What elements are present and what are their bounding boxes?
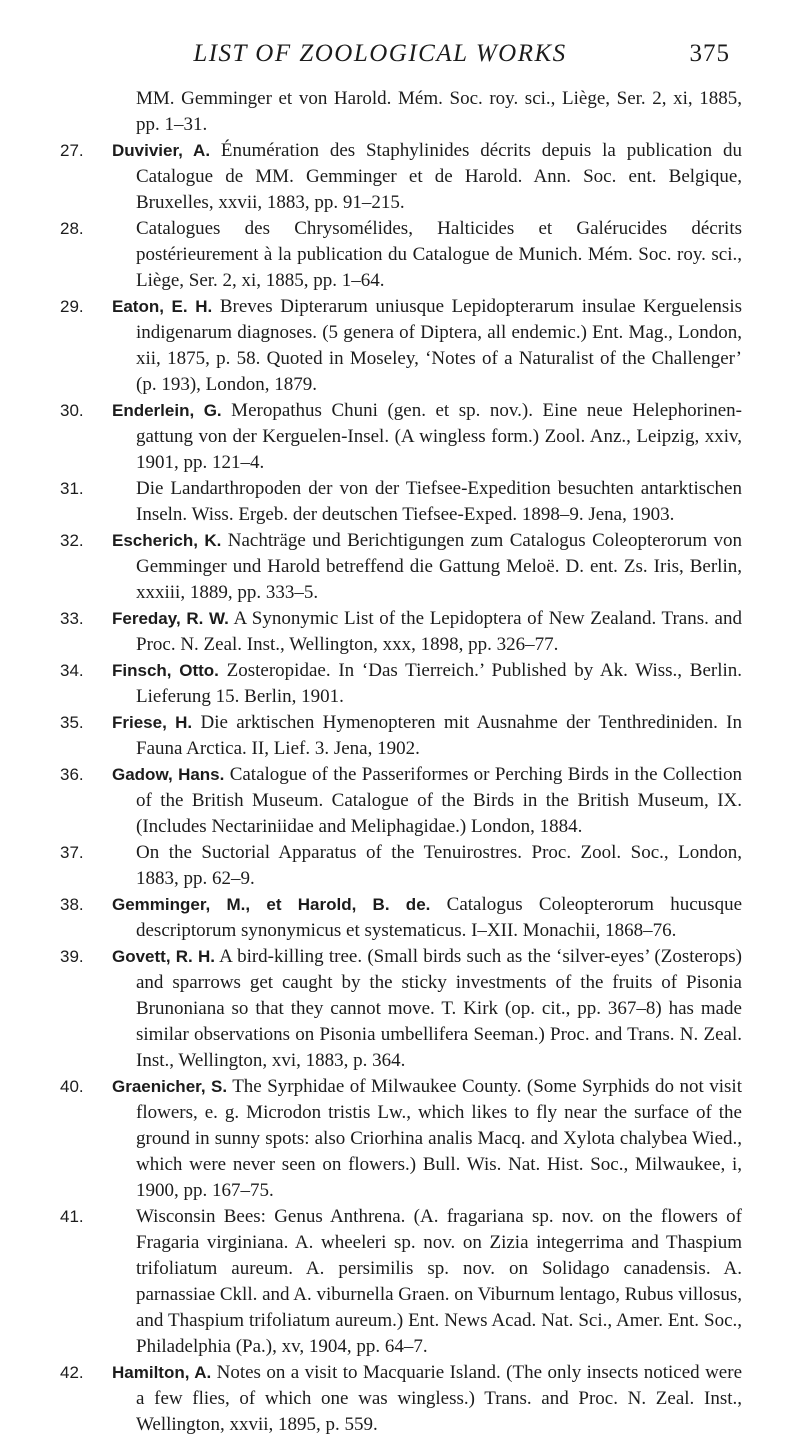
bibliography-entry: [60, 476, 742, 528]
entry-author: Gemminger, M., et Harold, B. de.: [112, 895, 431, 914]
bibliography-entry: [60, 658, 742, 710]
entry-body: [112, 944, 742, 1074]
bibliography-entry: [60, 892, 742, 944]
entry-number: 33.: [60, 609, 84, 628]
entry-author: Eaton, E. H.: [112, 297, 213, 316]
entry-number: 31.: [60, 479, 84, 498]
entry-number: 38.: [60, 895, 84, 914]
bibliography-entry: [60, 710, 742, 762]
bibliography-entry: [60, 606, 742, 658]
entry-text: Zosteropidae. In ‘Das Tierreich.’ Published by Ak. Wiss., Berlin. Lieferung 15. Berlin, 1901.: [136, 660, 743, 707]
entry-body: [112, 1074, 742, 1204]
entry-body: [112, 528, 742, 606]
running-title: LIST OF ZOOLOGICAL WORKS: [193, 40, 567, 67]
bibliography-entry: [60, 1204, 742, 1360]
entry-author: Graenicher, S.: [112, 1077, 228, 1096]
entry-text: A Synonymic List of the Lepidoptera of New Zealand. Trans. and Proc. N. Zeal. Inst., Wellington, xxx, 1898, pp. 326–77.: [136, 608, 742, 655]
bibliography-entry: [60, 86, 742, 138]
entry-number: 35.: [60, 713, 84, 732]
entry-body: [112, 710, 742, 762]
entry-number: 40.: [60, 1077, 84, 1096]
entry-body: [112, 1360, 742, 1438]
entry-text: Meropathus Chuni (gen. et sp. nov.). Eine neue Helephorinen-gattung von der Kerguelen-Insel. (A wingless form.) Zool. Anz., Leipzig, xxiv, 1901, pp. 121–4.: [136, 400, 742, 473]
bibliography-entry: [60, 398, 742, 476]
entry-text: Nachträge und Berichtigungen zum Catalogus Coleopterorum von Gemminger und Harold betreffend die Gattung Meloë. D. ent. Zs. Iris, Berlin, xxxiii, 1889, pp. 333–5.: [136, 530, 742, 603]
entry-body: [112, 86, 742, 138]
entry-text: Breves Dipterarum uniusque Lepidopterarum insulae Kerguelensis indigenarum diagnoses. (5 genera of Diptera, all endemic.) Ent. Mag., London, xii, 1875, p. 58. Quoted in Moseley, ‘Notes of a Naturalist of the Challenger’ (p. 193), London, 1879.: [136, 296, 743, 395]
entry-number: 30.: [60, 401, 84, 420]
entry-number: 28.: [60, 219, 84, 238]
entry-author: Gadow, Hans.: [112, 765, 225, 784]
entry-text: Catalogue of the Passeriformes or Perching Birds in the Collection of the British Museum. Catalogue of the Birds in the British Museum, IX. (Includes Nectariniidae and Meliphagidae.) London, 1884.: [136, 764, 743, 837]
entry-number: 27.: [60, 141, 84, 160]
entry-text: Die arktischen Hymenopteren mit Ausnahme der Tenthrediniden. In Fauna Arctica. II, Lief. 3. Jena, 1902.: [136, 712, 743, 759]
entry-body: [112, 1204, 742, 1360]
entry-body: [112, 398, 742, 476]
entry-author: Escherich, K.: [112, 531, 222, 550]
entry-author: Enderlein, G.: [112, 401, 222, 420]
entry-body: [112, 294, 742, 398]
entry-body: [112, 892, 742, 944]
entry-text: A bird-killing tree. (Small birds such as the ‘silver-eyes’ (Zosterops) and sparrows get caught by the sticky investments of the fruits of Pisonia Brunoniana so that they cannot move. T. Kirk (op. cit., pp. 367–8) has made similar observations on Pisonia umbellifera Seeman.) Proc. and Trans. N. Zeal. Inst., Wellington, xvi, 1883, p. 364.: [136, 946, 742, 1071]
entry-text: On the Suctorial Apparatus of the Tenuirostres. Proc. Zool. Soc., London, 1883, pp. 62–9.: [136, 842, 742, 889]
entry-author: Duvivier, A.: [112, 141, 211, 160]
entry-number: 41.: [60, 1207, 84, 1226]
entry-text: The Syrphidae of Milwaukee County. (Some Syrphids do not visit flowers, e. g. Microdon tristis Lw., which likes to fly near the surface of the ground in sunny spots: also Criorhina analis Macq. and Xylota chalybea Wied., which were never seen on flowers.) Bull. Wis. Nat. Hist. Soc., Milwaukee, i, 1900, pp. 167–75.: [136, 1076, 742, 1201]
bibliography-list: [60, 86, 742, 1438]
entry-number: 42.: [60, 1363, 84, 1382]
page-number: 375: [689, 40, 730, 67]
entry-number: 32.: [60, 531, 84, 550]
entry-body: [112, 476, 742, 528]
entry-author: Fereday, R. W.: [112, 609, 229, 628]
bibliography-entry: [60, 762, 742, 840]
entry-body: [112, 606, 742, 658]
entry-author: Finsch, Otto.: [112, 661, 219, 680]
bibliography-entry: [60, 944, 742, 1074]
entry-text: MM. Gemminger et von Harold. Mém. Soc. roy. sci., Liège, Ser. 2, xi, 1885, pp. 1–31.: [136, 88, 742, 135]
entry-text: Notes on a visit to Macquarie Island. (The only insects noticed were a few flies, of which one was wingless.) Trans. and Proc. N. Zeal. Inst., Wellington, xxvii, 1895, p. 559.: [136, 1362, 743, 1435]
entry-body: [112, 840, 742, 892]
entry-number: 37.: [60, 843, 84, 862]
entry-author: Govett, R. H.: [112, 947, 215, 966]
entry-number: 29.: [60, 297, 84, 316]
entry-text: Catalogus Coleopterorum hucusque descriptorum synonymicus et systematicus. I–XII. Monachii, 1868–76.: [136, 894, 742, 941]
entry-body: [112, 138, 742, 216]
bibliography-entry: [60, 840, 742, 892]
bibliography-entry: [60, 528, 742, 606]
entry-body: [112, 658, 742, 710]
entry-body: [112, 216, 742, 294]
bibliography-entry: [60, 216, 742, 294]
bibliography-entry: [60, 294, 742, 398]
entry-number: 34.: [60, 661, 84, 680]
running-head: [60, 40, 730, 80]
entry-text: Catalogues des Chrysomélides, Halticides et Galérucides décrits postérieurement à la publication du Catalogue de Munich. Mém. Soc. roy. sci., Liège, Ser. 2, xi, 1885, pp. 1–64.: [136, 218, 742, 291]
entry-number: 36.: [60, 765, 84, 784]
entry-text: Die Landarthropoden der von der Tiefsee-Expedition besuchten antarktischen Inseln. Wiss. Ergeb. der deutschen Tiefsee-Exped. 1898–9. Jena, 1903.: [136, 478, 742, 525]
entry-author: Hamilton, A.: [112, 1363, 212, 1382]
bibliography-entry: [60, 1360, 742, 1438]
bibliography-entry: [60, 138, 742, 216]
entry-body: [112, 762, 742, 840]
entry-number: 39.: [60, 947, 84, 966]
entry-author: Friese, H.: [112, 713, 193, 732]
bibliography-entry: [60, 1074, 742, 1204]
entry-text: Énumération des Staphylinides décrits depuis la publication du Catalogue de MM. Gemminger et de Harold. Ann. Soc. ent. Belgique, Bruxelles, xxvii, 1883, pp. 91–215.: [136, 140, 742, 213]
entry-text: Wisconsin Bees: Genus Anthrena. (A. fragariana sp. nov. on the flowers of Fragaria virginiana. A. wheeleri sp. nov. on Zizia integerrima and Thaspium trifoliatum aureum. A. persimilis sp. nov. on Solidago canadensis. A. parnassiae Ckll. and A. viburnella Graen. on Viburnum lentago, Rubus villosus, and Thaspium trifoliatum aureum.) Ent. News Acad. Nat. Sci., Amer. Ent. Soc., Philadelphia (Pa.), xv, 1904, pp. 64–7.: [136, 1206, 742, 1357]
